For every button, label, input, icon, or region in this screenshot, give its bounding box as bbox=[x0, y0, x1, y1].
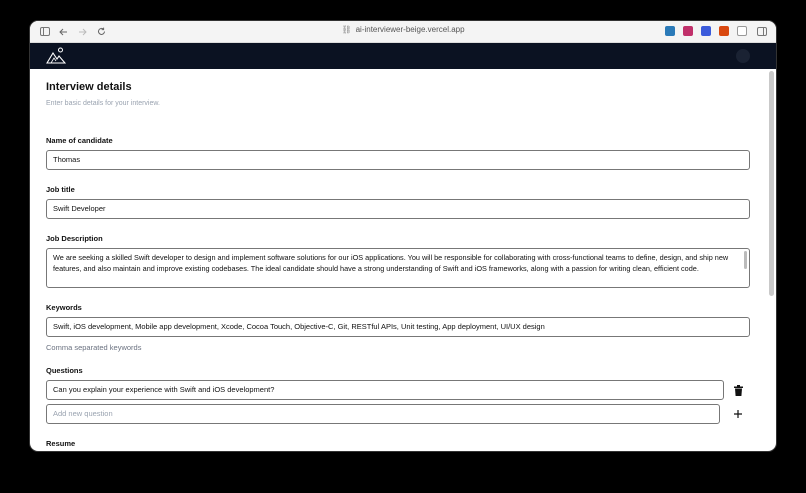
job-title-label: Job title bbox=[46, 185, 75, 194]
job-description-text: We are seeking a skilled Swift developer to design and implement software solutions for our iOS applications. You will be responsible for collaborating with cross-functional teams to define, design, and ship new features, and also maintain and improve existing codebases. The ideal candidate should have a strong understanding of Swift and iOS frameworks, along with a passion for writing clean, efficient code. bbox=[53, 253, 729, 273]
questions-label: Questions bbox=[46, 366, 83, 375]
browser-window bbox=[30, 21, 776, 451]
new-question-input[interactable] bbox=[46, 404, 720, 424]
main-content bbox=[30, 69, 766, 451]
extension-icon[interactable] bbox=[737, 26, 747, 36]
candidate-input[interactable]: Thomas bbox=[46, 150, 750, 170]
job-description-label: Job Description bbox=[46, 234, 103, 243]
avatar[interactable] bbox=[736, 49, 750, 63]
page-scrollbar[interactable] bbox=[769, 71, 774, 296]
page-title: Interview details bbox=[46, 81, 132, 93]
page-subtitle: Enter basic details for your interview. bbox=[46, 100, 160, 107]
app-header bbox=[30, 43, 776, 69]
keywords-hint: Comma separated keywords bbox=[46, 343, 142, 352]
keywords-label: Keywords bbox=[46, 303, 82, 312]
textarea-scrollbar[interactable] bbox=[744, 251, 747, 269]
tabs-overview-icon[interactable] bbox=[756, 25, 767, 38]
new-question-placeholder: Add new question bbox=[53, 409, 113, 418]
extension-icon[interactable] bbox=[665, 26, 675, 36]
url-text: ai-interviewer-beige.vercel.app bbox=[355, 25, 465, 34]
job-description-textarea[interactable] bbox=[46, 248, 750, 288]
link-icon: ⛓ bbox=[341, 25, 352, 34]
resume-label: Resume bbox=[46, 439, 76, 448]
keywords-input[interactable]: Swift, iOS development, Mobile app development, Xcode, Cocoa Touch, Objective-C, Git, RESTful APIs, Unit testing, App deployment, UI/UX design bbox=[46, 317, 750, 337]
candidate-label: Name of candidate bbox=[46, 136, 113, 145]
extension-icon[interactable] bbox=[719, 26, 729, 36]
mountain-logo-icon[interactable] bbox=[46, 47, 66, 65]
question-item[interactable]: Can you explain your experience with Swift and iOS development? bbox=[46, 380, 724, 400]
job-title-input[interactable]: Swift Developer bbox=[46, 199, 750, 219]
extension-icon[interactable] bbox=[701, 26, 711, 36]
trash-icon[interactable] bbox=[732, 384, 744, 396]
extension-icon[interactable] bbox=[683, 26, 693, 36]
plus-icon[interactable] bbox=[732, 408, 744, 420]
browser-toolbar bbox=[30, 21, 776, 43]
